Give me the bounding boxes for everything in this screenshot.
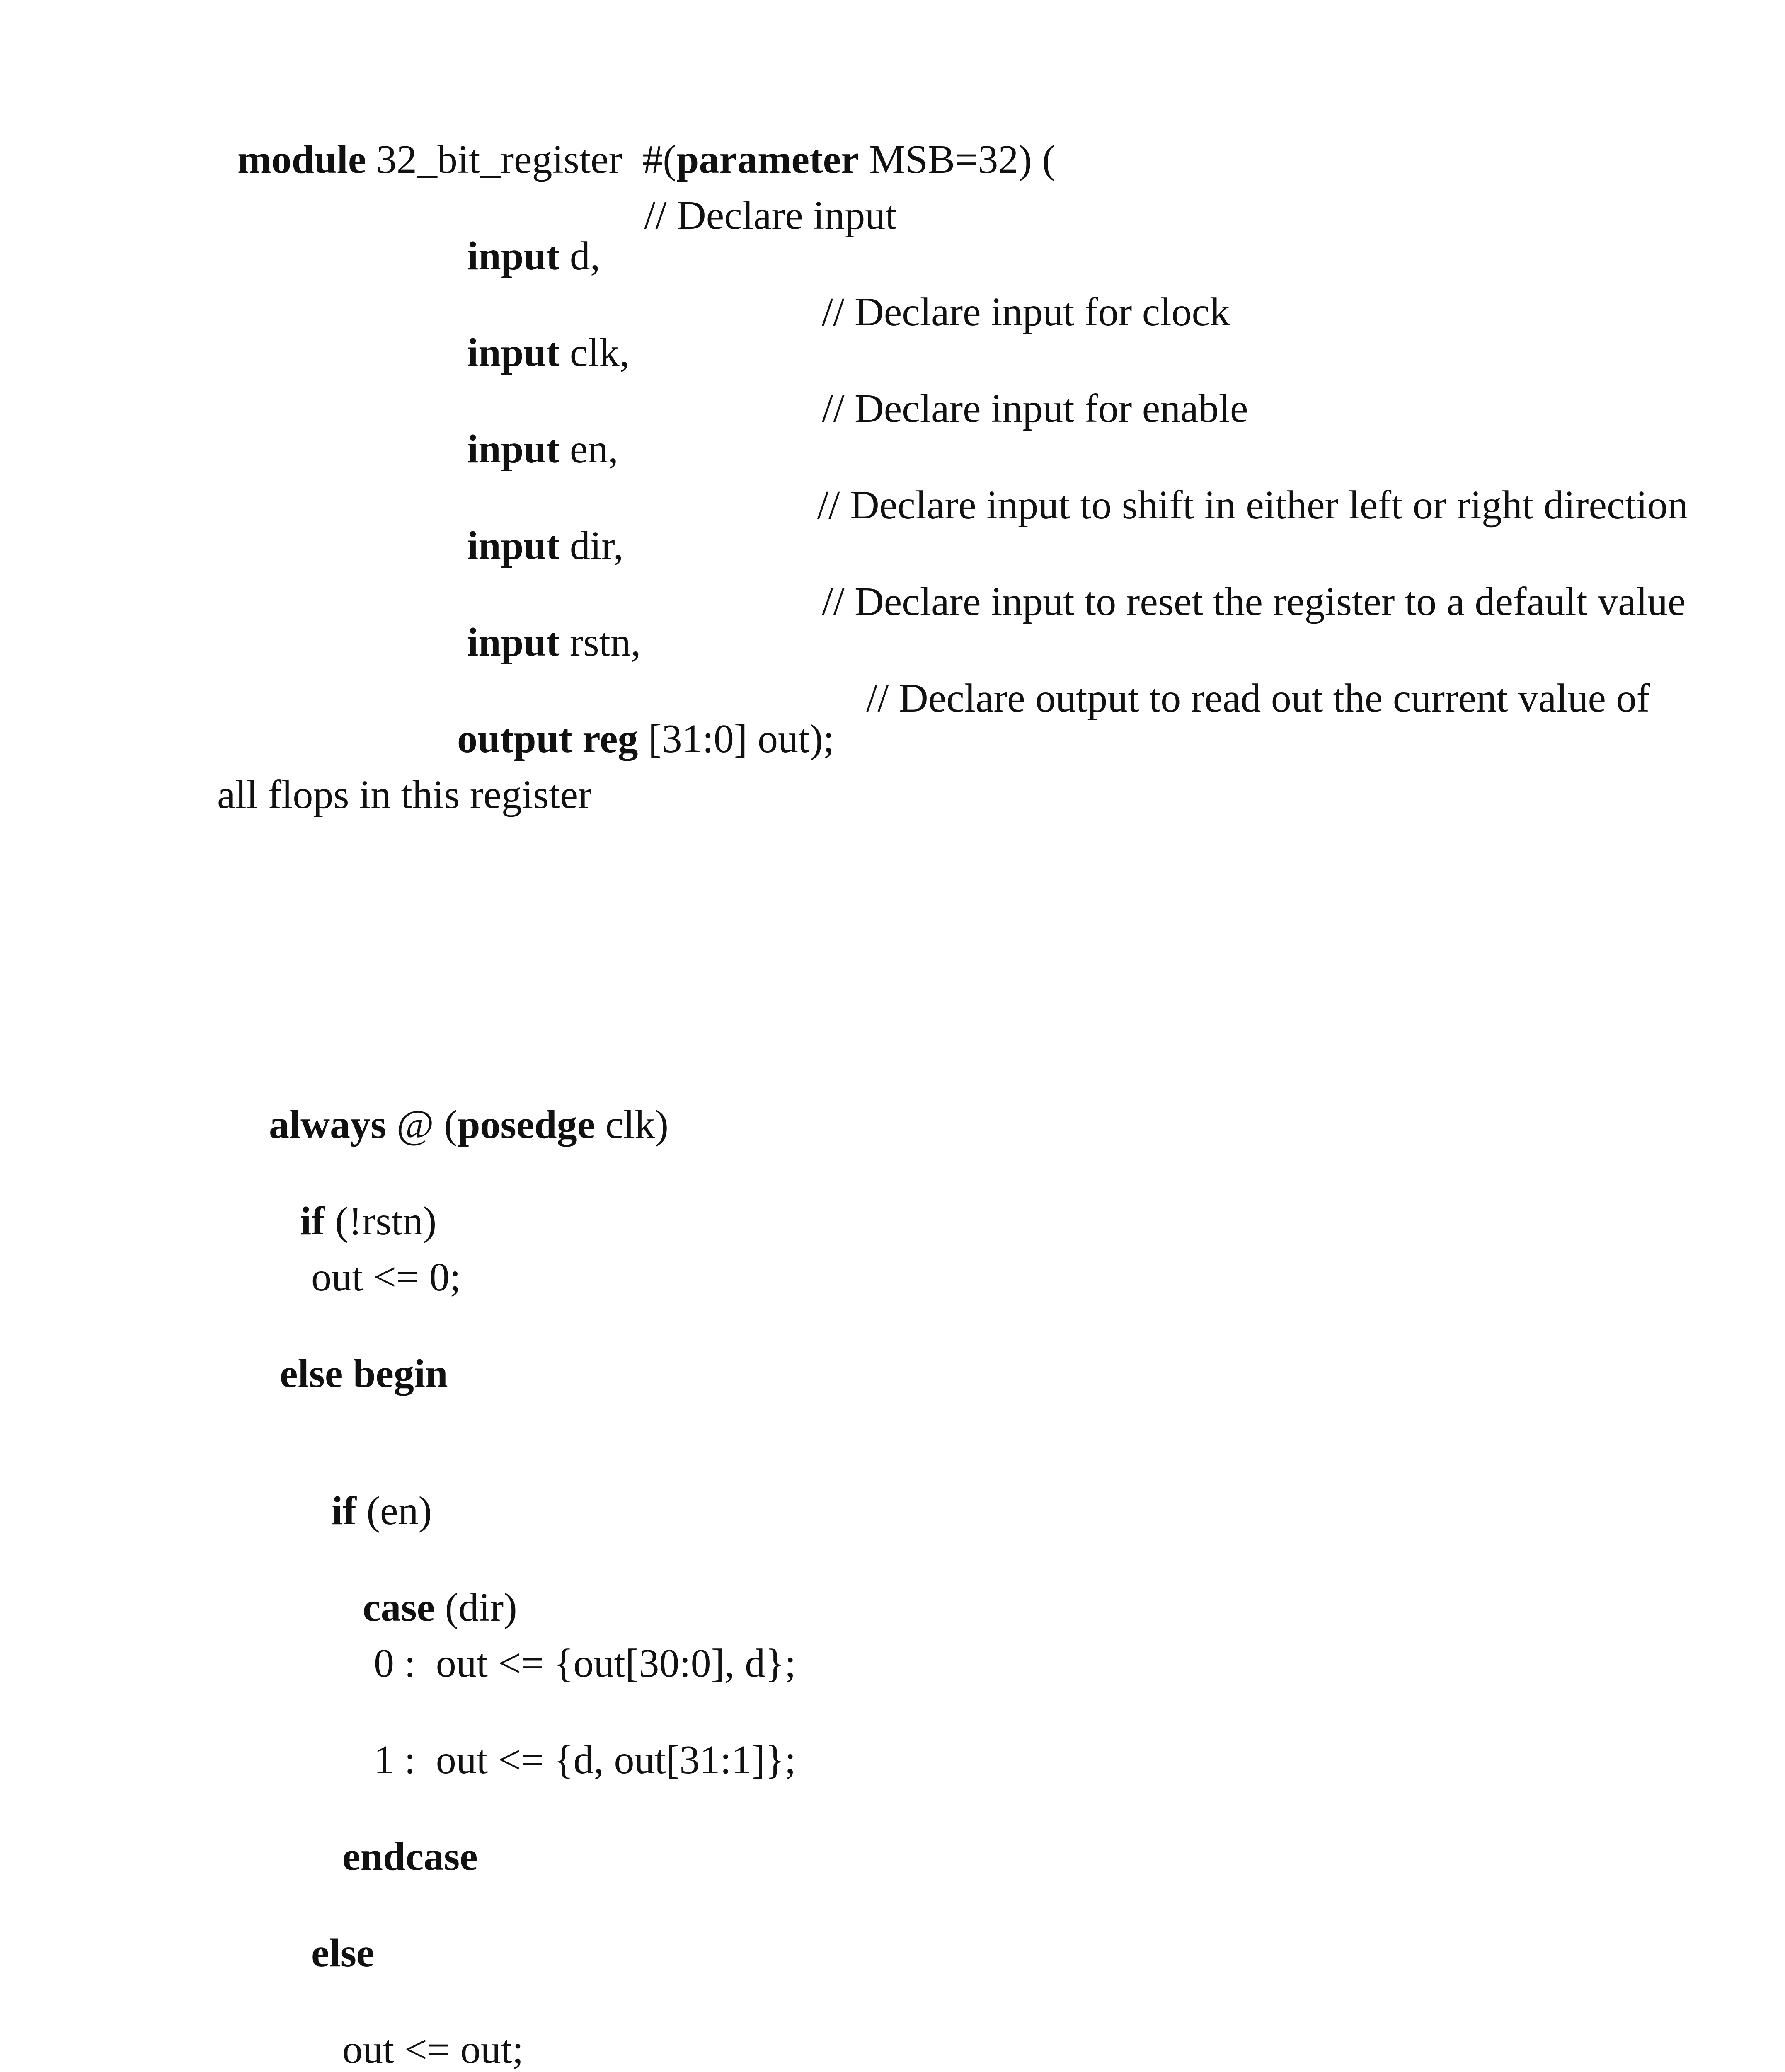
always-clk: clk) bbox=[605, 1102, 669, 1147]
keyword-else: else bbox=[311, 1931, 375, 1975]
port-name: en, bbox=[569, 427, 618, 472]
case-line bbox=[342, 1547, 517, 1628]
keyword-input: input bbox=[467, 330, 560, 375]
output-port-decl: [31:0] out); bbox=[648, 716, 835, 761]
port-name: rstn, bbox=[569, 620, 641, 665]
case-item-0: 0 : out <= {out[30:0], d}; bbox=[374, 1641, 796, 1686]
keyword-input: input bbox=[467, 620, 560, 665]
port-line bbox=[447, 485, 623, 566]
if-condition: (en) bbox=[366, 1489, 432, 1533]
port-comment: // Declare input to shift in either left or right direction bbox=[817, 483, 1688, 528]
keyword-input: input bbox=[467, 427, 560, 472]
port-line bbox=[447, 581, 641, 663]
port-comment: // Declare input for clock bbox=[822, 290, 1230, 334]
if-condition: (!rstn) bbox=[335, 1199, 437, 1244]
output-port-comment-wrap: all flops in this register bbox=[217, 772, 592, 817]
param-value: MSB=32) ( bbox=[869, 137, 1056, 182]
if-rstn-line bbox=[280, 1160, 436, 1242]
port-line bbox=[447, 388, 618, 470]
else-begin: else begin bbox=[280, 1351, 448, 1396]
case-condition: (dir) bbox=[445, 1585, 517, 1630]
always-line bbox=[249, 1064, 668, 1145]
keyword-if: if bbox=[300, 1199, 325, 1244]
keyword-posedge: posedge bbox=[458, 1102, 596, 1147]
port-name: clk, bbox=[569, 330, 630, 375]
port-name: d, bbox=[569, 234, 601, 278]
port-line bbox=[447, 195, 600, 276]
port-comment: // Declare input bbox=[644, 193, 897, 238]
always-at: @ ( bbox=[396, 1102, 458, 1147]
port-name: dir, bbox=[569, 523, 624, 568]
port-comment: // Declare input for enable bbox=[822, 386, 1248, 431]
case-item-1: 1 : out <= {d, out[31:1]}; bbox=[374, 1738, 796, 1782]
port-comment: // Declare input to reset the register to a default value bbox=[822, 579, 1686, 624]
keyword-case: case bbox=[363, 1585, 435, 1630]
keyword-always: always bbox=[269, 1102, 387, 1147]
module-name: 32_bit_register bbox=[376, 137, 622, 182]
keyword-endcase: endcase bbox=[342, 1834, 478, 1879]
output-port-line bbox=[437, 678, 834, 759]
keyword-output-reg: output reg bbox=[457, 716, 638, 761]
hold-assign: out <= out; bbox=[342, 2027, 524, 2072]
param-hash: #( bbox=[642, 137, 676, 182]
module-header bbox=[217, 99, 1056, 180]
keyword-module: module bbox=[237, 137, 366, 182]
port-line bbox=[447, 292, 630, 373]
keyword-input: input bbox=[467, 234, 560, 278]
output-port-comment: // Declare output to read out the current value of bbox=[866, 676, 1650, 721]
keyword-input: input bbox=[467, 523, 560, 568]
if-en-line bbox=[311, 1450, 432, 1531]
reset-assign: out <= 0; bbox=[311, 1255, 461, 1300]
keyword-parameter: parameter bbox=[676, 137, 859, 182]
keyword-if: if bbox=[332, 1489, 356, 1533]
